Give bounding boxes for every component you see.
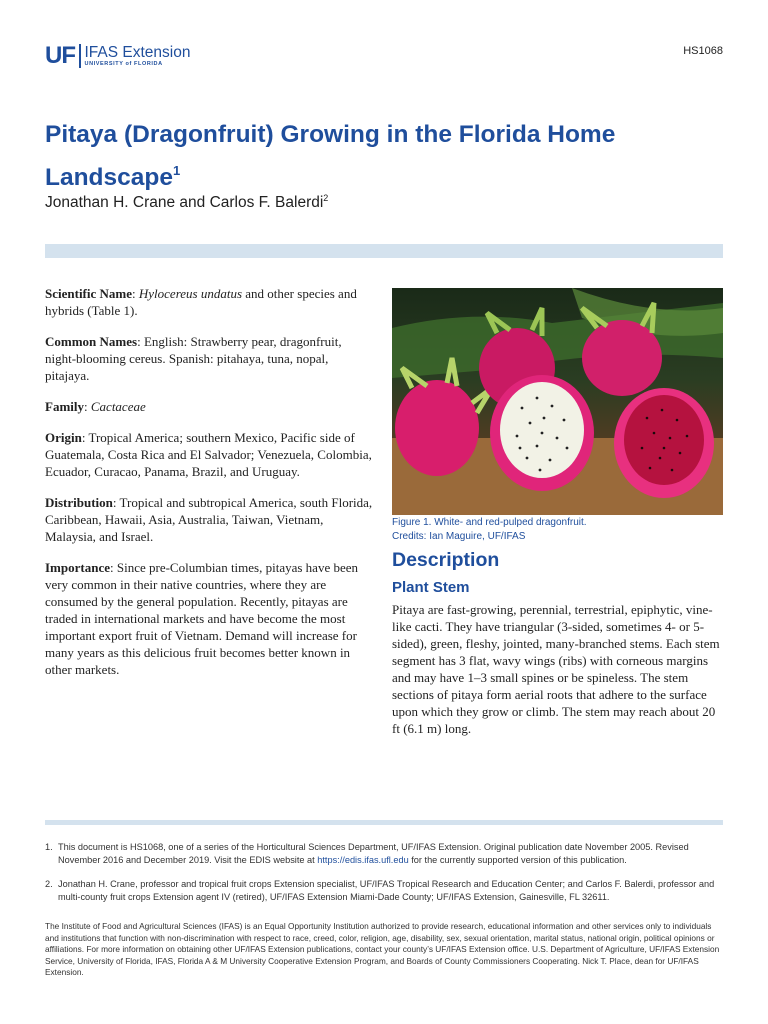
red-fruit-pulp [624, 395, 704, 485]
distribution-text: : Tropical and subtropical America, south Florida, Caribbean, Hawaii, Asia, Australia, Taiwan, Vietnam, Malaysia, and Israel. [45, 495, 373, 544]
footnote-1-text-before: This document is HS1068, one of a series of the Horticultural Sciences Department, UF/IFAS Extension. Original publication date November 2005. Revised November 2016 and December 2019. Visit the EDIS website at [58, 842, 689, 865]
plant-stem-subheading: Plant Stem [392, 579, 470, 596]
importance-text: : Since pre-Columbian times, pitayas have been very common in their native countries, where they are consumed by the general population. Recently, pitayas are traded in international markets and have become the most important export fruit of Vietnam. Demand will increase for many years as this delicious fruit becomes better known in other markets. [45, 560, 359, 677]
title-text: Pitaya (Dragonfruit) Growing in the Florida Home Landscape [45, 121, 616, 191]
footnote-2-number: 2. [45, 879, 53, 889]
importance-label: Importance [45, 560, 110, 575]
scientific-name-paragraph: Scientific Name: Hylocereus undatus and other species and hybrids (Table 1). [45, 286, 357, 318]
footnote-2 [45, 878, 723, 903]
figure-credits: Credits: Ian Maguire, UF/IFAS [392, 531, 526, 542]
family-label: Family [45, 399, 84, 414]
footnote-2-text: Jonathan H. Crane, professor and tropical fruit crops Extension specialist, UF/IFAS Tropical Research and Education Center; and Carlos F. Balerdi, professor and multi-county fruit crops Extension agent IV (retired), UF/IFAS Extension Miami-Dade County; UF/IFAS Extension, Gainesville, FL 32611. [58, 879, 715, 902]
footnote-1-text [58, 841, 723, 866]
ifas-statement: The Institute of Food and Agricultural Sciences (IFAS) is an Equal Opportunity Institution authorized to provide research, educational information and other services only to individuals and institutions that function with non-discrimination with respect to race, creed, color, religion, age, disability, sex, sexual orientation, marital status, national origin, political opinions or affiliations. For more information on obtaining other UF/IFAS Extension publications, contact your county’s UF/IFAS Extension office. U.S. Department of Agriculture, UF/IFAS Extension Service, University of Florida, IFAS, Florida A & M University Cooperative Extension Program, and Boards of County Commissioners Cooperating. Nick T. Place, dean for UF/IFAS Extension. [45, 921, 720, 977]
logo-divider [79, 44, 81, 68]
left-column [45, 285, 375, 692]
origin-label: Origin [45, 430, 82, 445]
common-names-label: Common Names [45, 334, 138, 349]
scientific-name-label: Scientific Name [45, 286, 133, 301]
logo-text [85, 45, 191, 68]
dragonfruit-illustration [392, 288, 723, 515]
right-column [392, 601, 723, 737]
footnote-1-text-after: for the currently supported version of this publication. [408, 854, 627, 865]
authors-footnote-ref[interactable]: 2 [323, 193, 329, 203]
title-footnote-ref[interactable]: 1 [173, 163, 181, 178]
logo-ifas-extension: IFAS Extension [84, 43, 191, 61]
white-fruit-pulp [500, 382, 584, 478]
distribution-paragraph [45, 494, 375, 545]
dragonfruit-photo [392, 288, 723, 515]
description-heading: Description [392, 549, 500, 571]
importance-paragraph [45, 559, 375, 678]
footnote-1-number: 1. [45, 842, 53, 852]
scientific-name-rest: and other species and hybrids (Table 1). [45, 286, 357, 318]
authors [45, 193, 328, 212]
logo-uf: UF [45, 42, 75, 69]
ifas-extension-logo[interactable] [45, 44, 190, 68]
origin-paragraph [45, 429, 375, 480]
footnote-rule [45, 820, 723, 825]
family-paragraph: Family: Cactaceae [45, 399, 146, 414]
plant-stem-paragraph: Pitaya are fast-growing, perennial, terrestrial, epiphytic, vine-like cacti. They have triangular (3-sided, sometimes 4- or 5-sided), green, fleshy, jointed, many-branched stems. Each stem segment has 3 flat, wavy wings (ribs) with corneous margins and may have 1–3 small spines or be spineless. The stem sections of pitaya form aerial roots that adhere to the surface upon which they grow or climb. The stem may reach about 20 ft (6.1 m) long. [392, 602, 720, 736]
page-title [45, 117, 705, 196]
figure-caption-text: Figure 1. White- and red-pulped dragonfruit. [392, 517, 587, 528]
footnote-1 [45, 841, 723, 866]
edis-link[interactable]: https://edis.ifas.ufl.edu [317, 854, 409, 865]
authors-text: Jonathan H. Crane and Carlos F. Balerdi [45, 194, 324, 212]
logo-university: UNIVERSITY of FLORIDA [84, 60, 163, 67]
common-names-text: : English: Strawberry pear, dragonfruit, night-blooming cereus. Spanish: pitahaya, tuna, nopal, pitajaya. [45, 334, 342, 383]
publication-id: HS1068 [683, 45, 723, 57]
origin-text: : Tropical America; southern Mexico, Pacific side of Guatemala, Costa Rica and El Salvador; Venezuela, Colombia, Ecuador, Curacao, Panama, Brazil, and Uruguay. [45, 430, 372, 479]
distribution-label: Distribution [45, 495, 113, 510]
figure-caption [392, 516, 723, 544]
common-names-paragraph [45, 333, 375, 384]
family-value: Cactaceae [90, 399, 146, 414]
header-rule [45, 244, 723, 258]
scientific-name-value: Hylocereus undatus [138, 286, 243, 301]
whole-fruit-left [395, 380, 479, 476]
